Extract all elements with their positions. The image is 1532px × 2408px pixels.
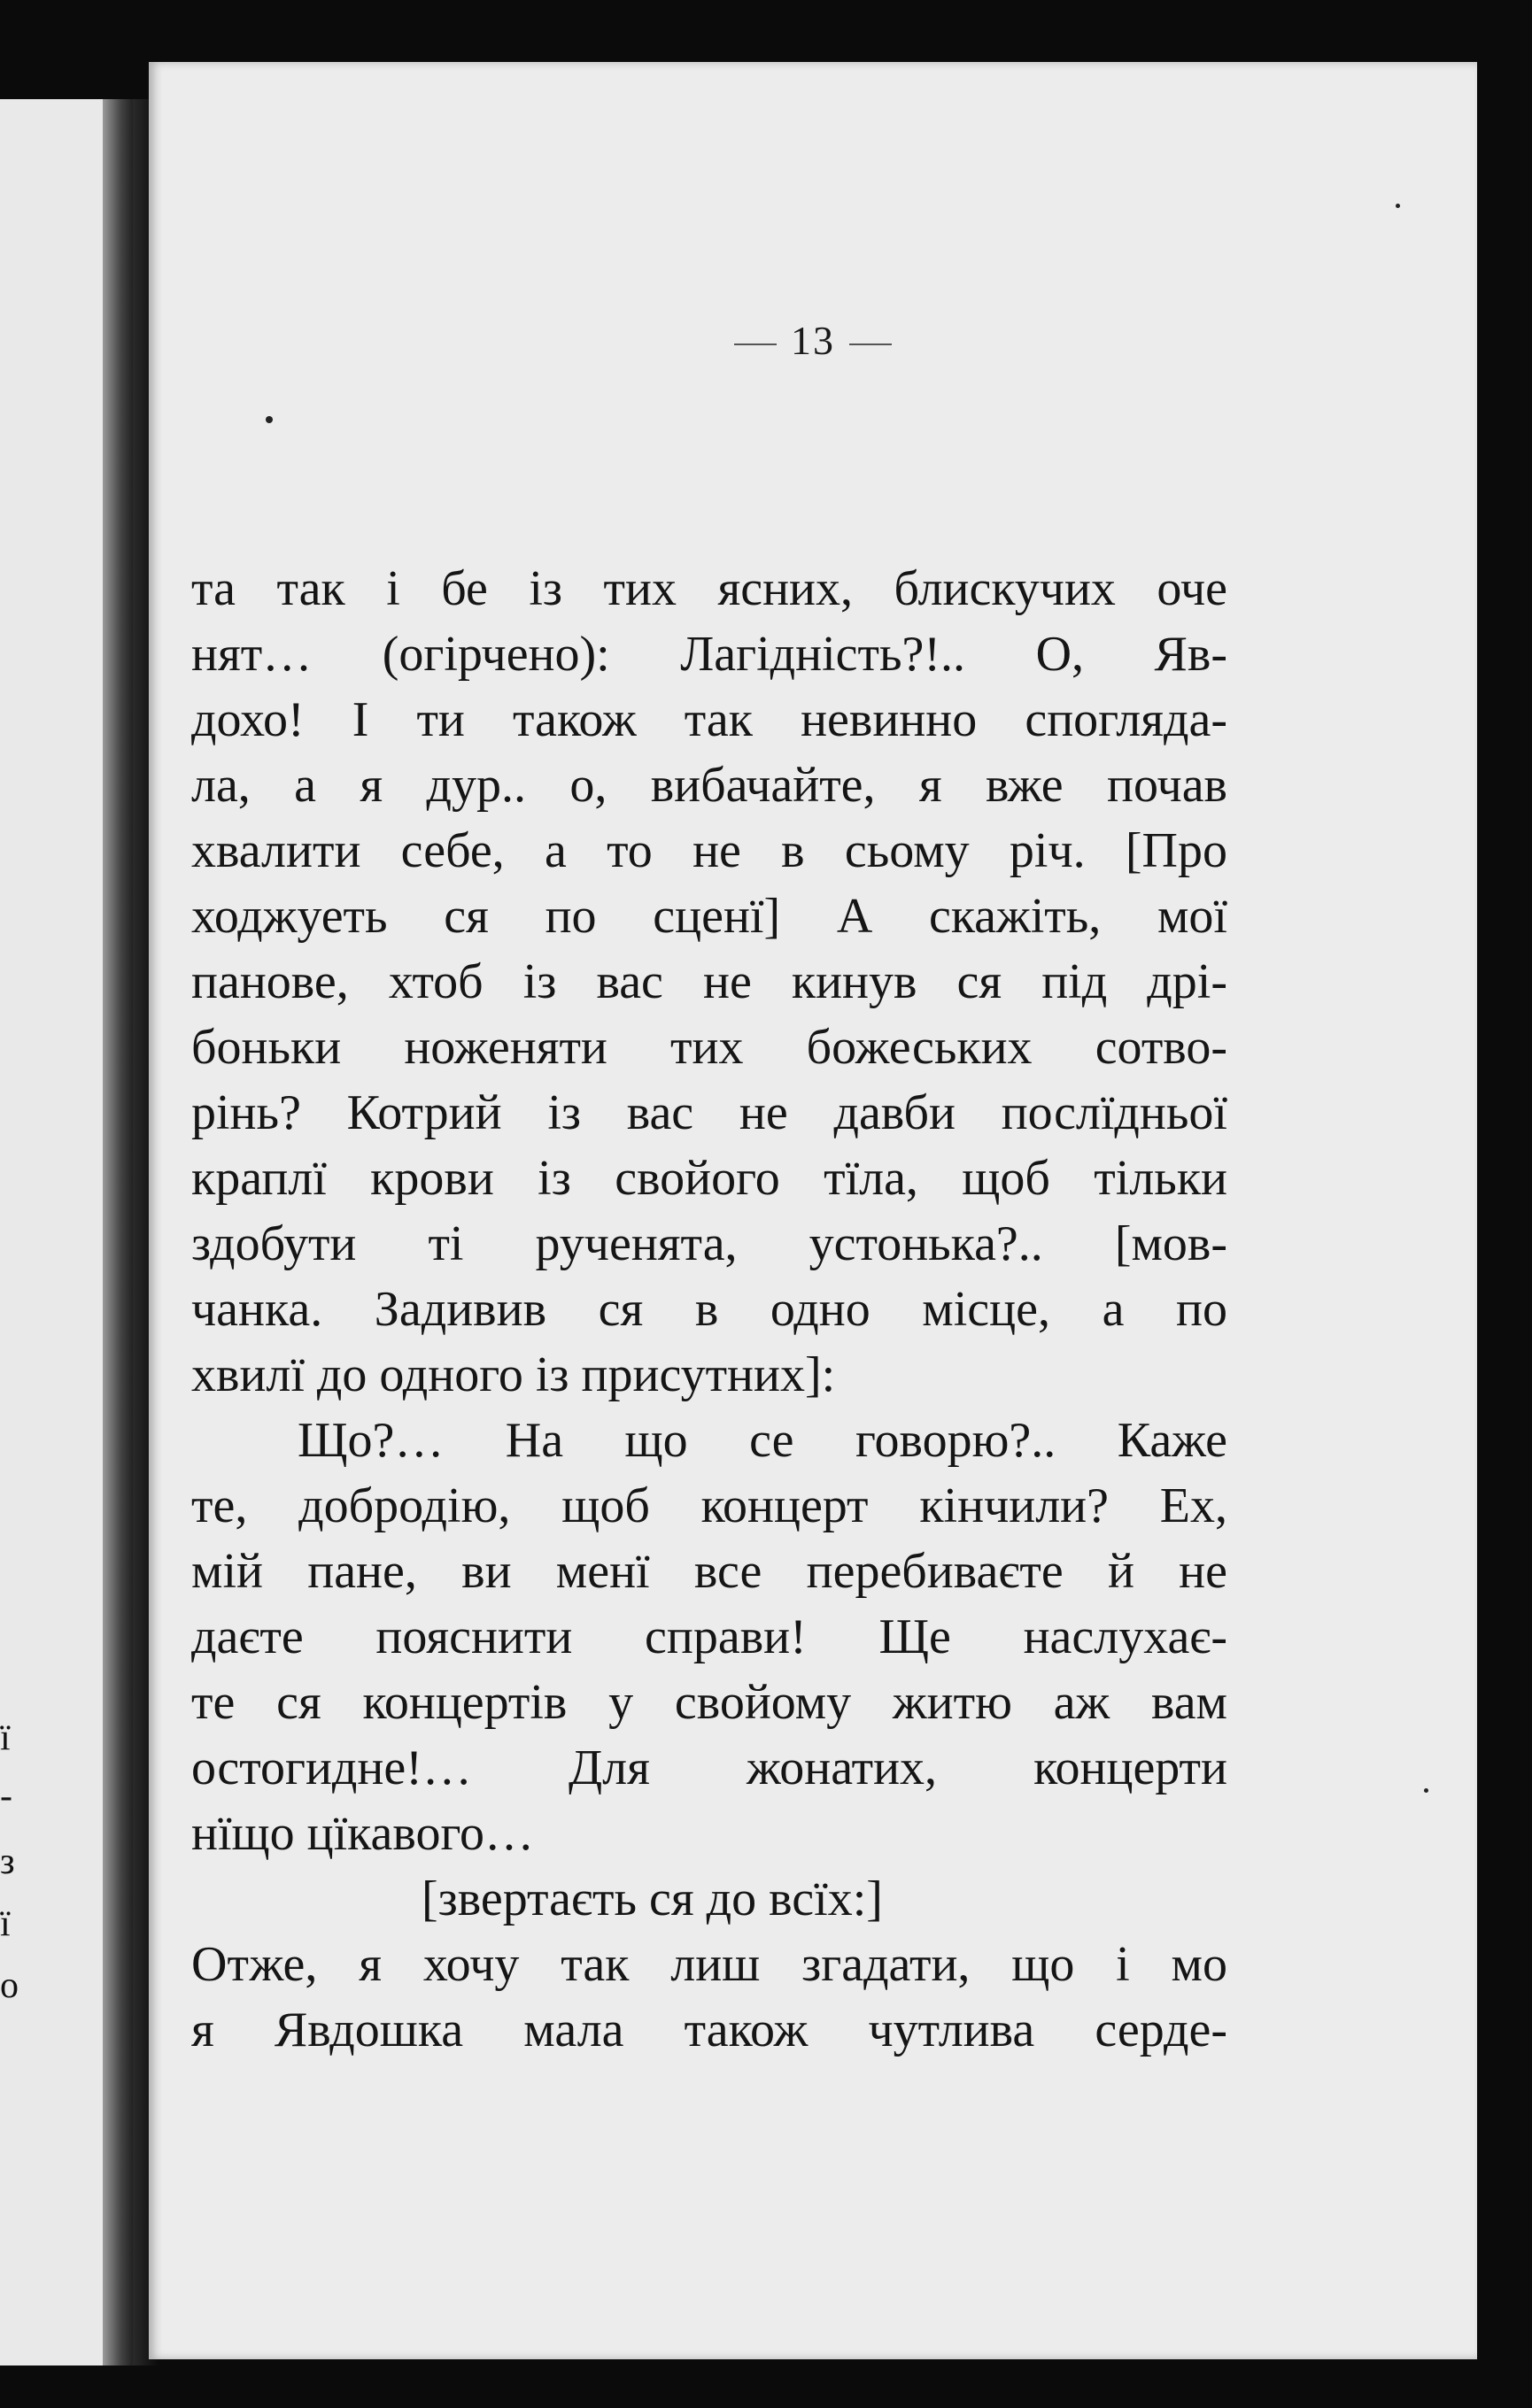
text-line: дохо! І ти також так невинно споглядa- bbox=[191, 692, 1227, 747]
text-line: даєте пояснити справи! Ще наслухає- bbox=[191, 1609, 1227, 1664]
text-line: ходжуеть ся по сценї] А скажіть, мої bbox=[191, 889, 1227, 944]
text-line: мій пане, ви менї все перебиваєте й не bbox=[191, 1544, 1227, 1599]
text-line: те, добродію, щоб концерт кінчили? Ех, bbox=[191, 1478, 1227, 1533]
text-line: Що?… На що се говорю?.. Каже bbox=[298, 1413, 1227, 1468]
ink-speck bbox=[266, 416, 273, 423]
text-line: хвилї до одного із присутних]: bbox=[191, 1347, 836, 1402]
text-line: боньки ноженяти тих божеських сотво- bbox=[191, 1020, 1227, 1075]
text-line: ла, а я дур.. о, вибачайте, я вже почав bbox=[191, 758, 1227, 813]
ink-speck bbox=[1396, 204, 1400, 208]
ink-speck bbox=[1424, 1788, 1428, 1793]
text-line: хвалити себе, а то не в сьому річ. [Про bbox=[191, 823, 1227, 878]
text-line: панове, хтоб із вас не кинув ся під дрі- bbox=[191, 954, 1227, 1009]
left-dash bbox=[734, 343, 777, 345]
text-line: та так і бе із тих ясних, блискучих оче bbox=[191, 561, 1227, 616]
binding-shadow bbox=[103, 99, 133, 2366]
text-line: рінь? Котрий із вас не давби послїдньої bbox=[191, 1085, 1227, 1140]
body-text bbox=[191, 556, 1227, 2063]
text-line: здобути ті рученята, устонька?.. [мов- bbox=[191, 1216, 1227, 1271]
text-line: остогидне!… Для жонатих, концерти bbox=[191, 1740, 1227, 1795]
text-line: краплї крови із свойого тїла, щоб тільки bbox=[191, 1151, 1227, 1206]
previous-page-edge bbox=[0, 99, 133, 2366]
left-page-fragment: о bbox=[0, 1965, 19, 2006]
left-page-fragment: ї bbox=[0, 1903, 11, 1944]
left-page-fragment: ї bbox=[0, 1717, 11, 1758]
left-page-fragment: - bbox=[0, 1776, 12, 1817]
left-page-fragment: з bbox=[0, 1841, 15, 1882]
text-line: я Явдошка мала також чутлива серде- bbox=[191, 2003, 1227, 2057]
text-line: те ся концертів у свойому житю аж вам bbox=[191, 1675, 1227, 1730]
book-page bbox=[149, 62, 1477, 2359]
page-number: 13 bbox=[791, 318, 835, 363]
text-line: чанка. Задивив ся в одно місце, а по bbox=[191, 1282, 1227, 1337]
text-line: Отже, я хочу так лиш згадати, що і мо bbox=[191, 1937, 1227, 1992]
text-line: нят… (огірчено): Лагідність?!.. О, Яв- bbox=[191, 627, 1227, 682]
text-line: нїщо цїкавого… bbox=[191, 1806, 535, 1861]
page-number-header bbox=[149, 317, 1477, 364]
stage-direction: [звертаєть ся до всїх:] bbox=[422, 1872, 883, 1926]
right-dash bbox=[849, 343, 892, 345]
